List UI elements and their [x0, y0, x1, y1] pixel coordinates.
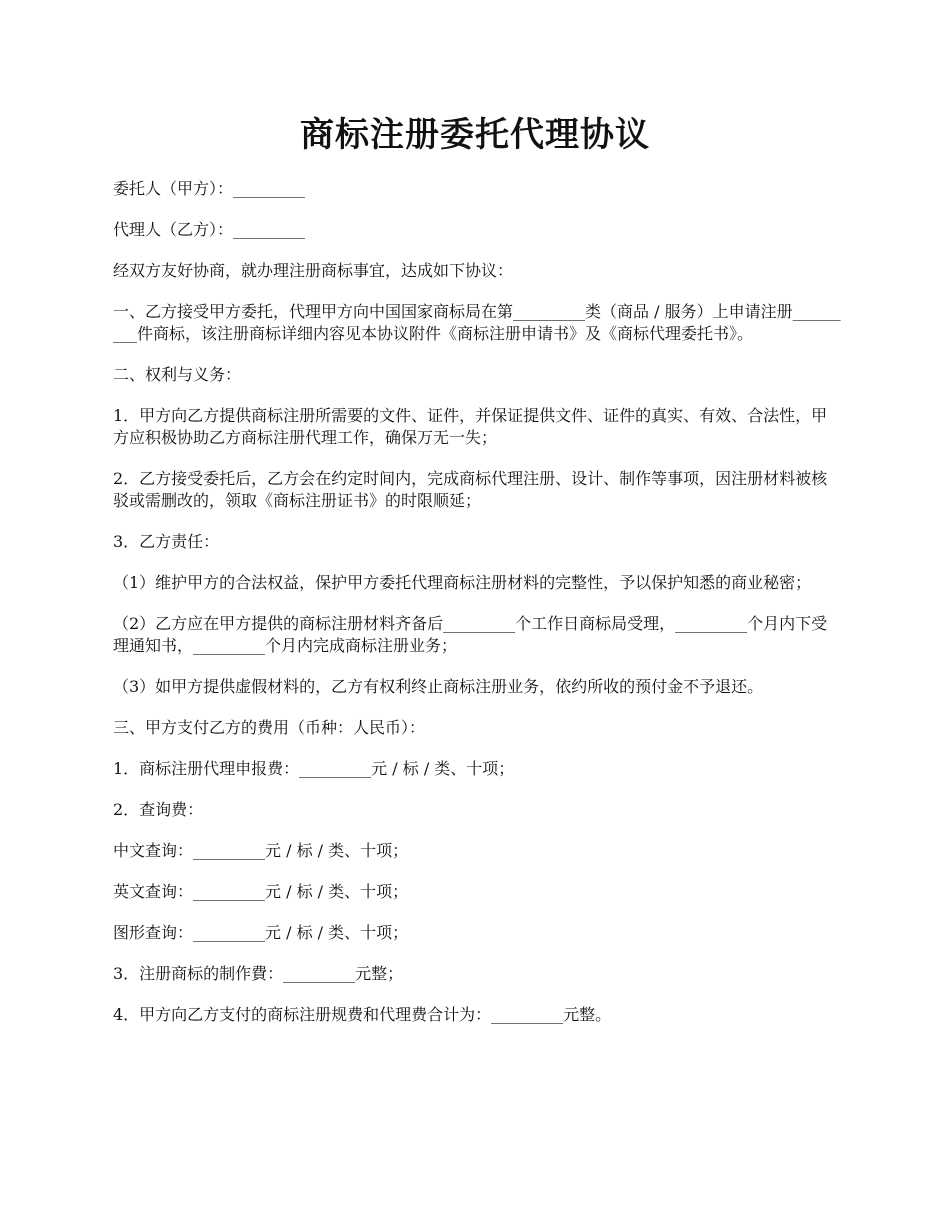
clause-1: 一、乙方接受甲方委托，代理甲方向中国国家商标局在第_________类（商品 / 服务）上申请注册_________件商标，该注册商标详细内容见本协议附件《商标注册申请书》及《商标代理委托书》。 — [113, 302, 841, 343]
section-2-heading: 二、权利与义务： — [113, 365, 242, 384]
clause-2-2: 2．乙方接受委托后，乙方会在约定时间内，完成商标代理注册、设计、制作等事项，因注册材料被核驳或需删改的，领取《商标注册证书》的时限顺延； — [113, 469, 828, 510]
document-body — [113, 178, 843, 1045]
party-a-line: 委托人（甲方）：_________ — [113, 179, 306, 198]
fee-item-1: 1．商标注册代理申报费：_________元 / 标 / 类、十项； — [113, 759, 515, 778]
fee-english-query: 英文查询：_________元 / 标 / 类、十项； — [113, 882, 409, 901]
fee-item-3: 3．注册商标的制作費：_________元整； — [113, 964, 404, 983]
clause-2-3-1: （1）维护甲方的合法权益，保护甲方委托代理商标注册材料的完整性，予以保护知悉的商业秘密； — [113, 573, 812, 592]
intro-paragraph: 经双方友好协商，就办理注册商标事宜，达成如下协议： — [113, 261, 514, 280]
fee-item-4: 4．甲方向乙方支付的商标注册规费和代理费合计为：_________元整。 — [113, 1005, 612, 1024]
clause-2-3-2: （2）乙方应在甲方提供的商标注册材料齐备后_________个工作日商标局受理，_________个月内下受理通知书，_________个月内完成商标注册业务； — [113, 614, 828, 655]
clause-2-3-3: （3）如甲方提供虚假材料的，乙方有权利终止商标注册业务，依约所收的预付金不予退还。 — [113, 677, 764, 696]
clause-2-3: 3．乙方责任： — [113, 532, 220, 551]
section-3-heading: 三、甲方支付乙方的费用（币种：人民币）： — [113, 718, 426, 737]
document-title: 商标注册委托代理协议 — [300, 115, 650, 155]
fee-graphic-query: 图形查询：_________元 / 标 / 类、十项； — [113, 923, 409, 942]
fee-item-2: 2．查询费： — [113, 800, 204, 819]
clause-2-1: 1．甲方向乙方提供商标注册所需要的文件、证件，并保证提供文件、证件的真实、有效、合法性，甲方应积极协助乙方商标注册代理工作，确保万无一失； — [113, 406, 828, 447]
party-b-line: 代理人（乙方）：_________ — [113, 220, 306, 239]
fee-chinese-query: 中文查询：_________元 / 标 / 类、十项； — [113, 841, 409, 860]
